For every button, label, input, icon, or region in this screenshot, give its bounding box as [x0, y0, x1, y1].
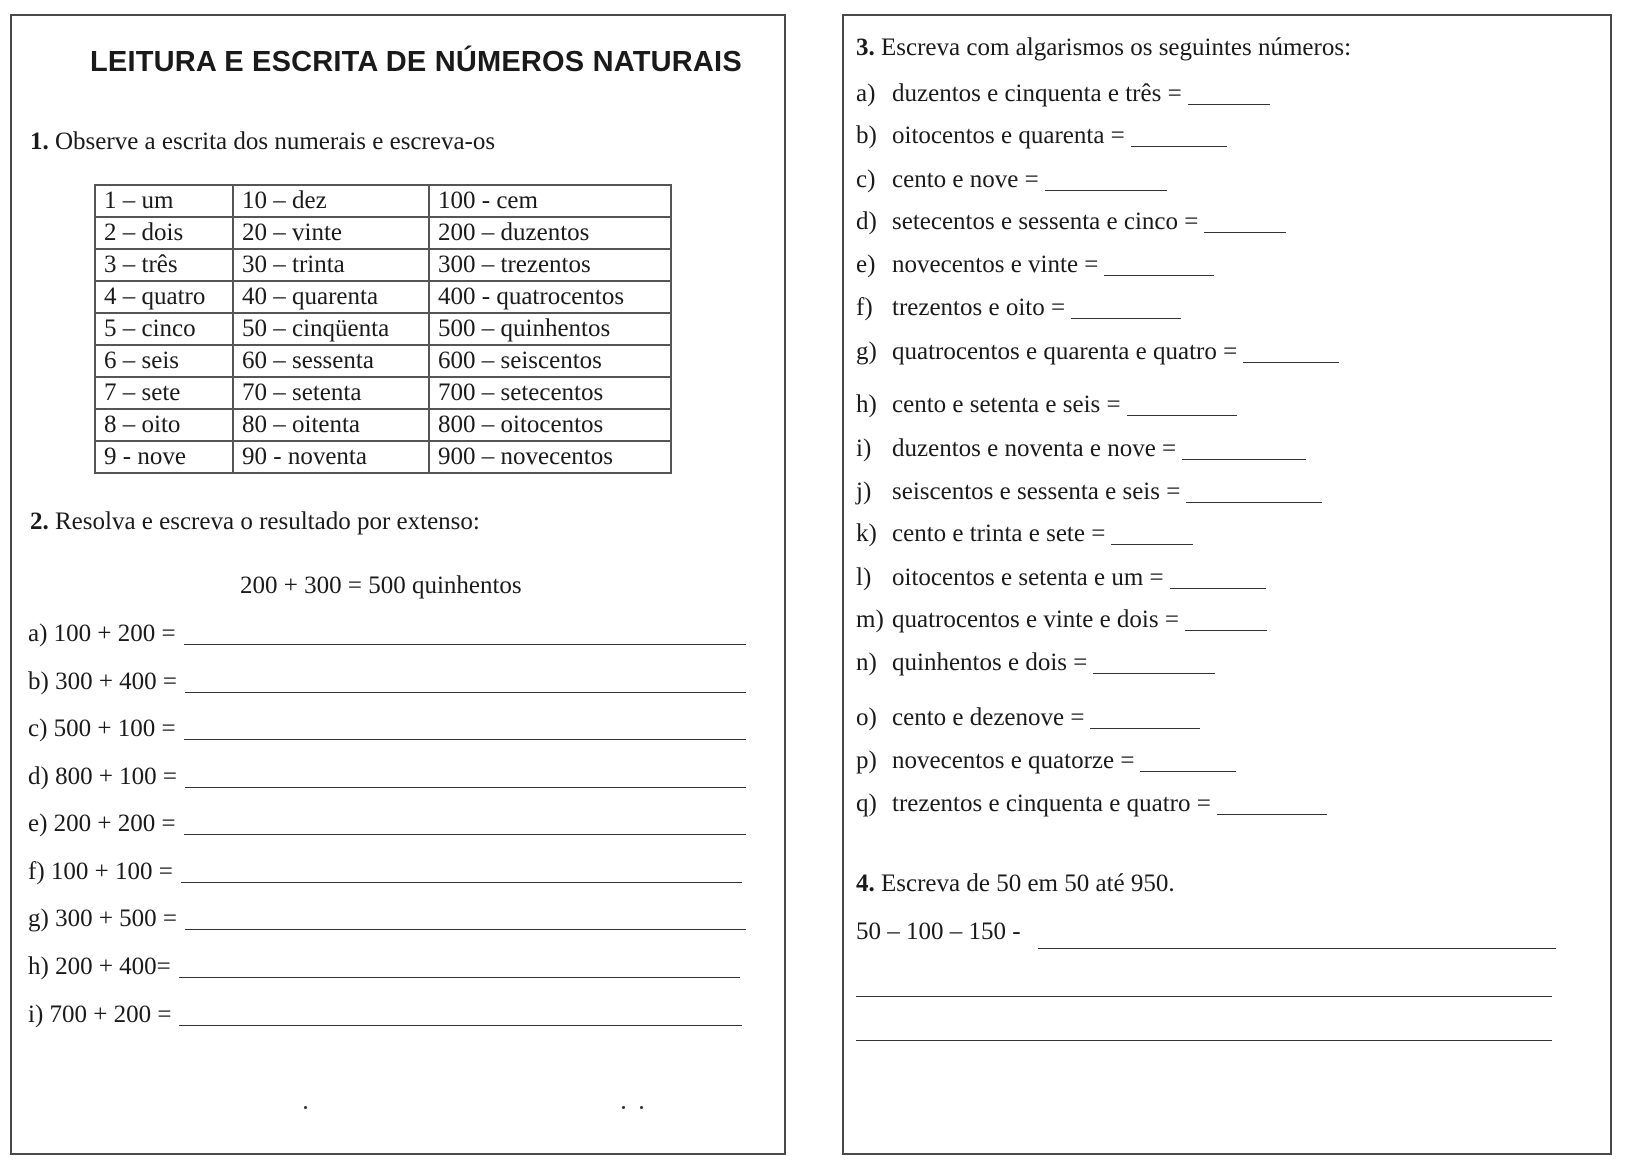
item-label: d) — [856, 208, 877, 235]
answer-line[interactable] — [181, 882, 742, 883]
example-sum: 200 + 300 = 500 quinhentos — [240, 572, 522, 599]
sequence-answer-line[interactable] — [1038, 948, 1556, 949]
item-text: cento e dezenove = — [892, 704, 1085, 731]
item-label: i) — [856, 435, 872, 462]
answer-blank[interactable] — [1186, 502, 1322, 503]
item-label: k) — [856, 520, 877, 547]
item-label: h) — [856, 391, 877, 418]
sum-item — [28, 715, 746, 743]
table-row — [95, 377, 671, 409]
question-4-number: 4. — [856, 870, 875, 897]
sequence-answer-line[interactable] — [856, 996, 1552, 997]
answer-blank[interactable] — [1217, 814, 1327, 815]
table-cell: 90 - noventa — [233, 441, 429, 473]
item-text: seiscentos e sessenta e seis = — [892, 478, 1181, 505]
answer-blank[interactable] — [1071, 318, 1181, 319]
item-text: quinhentos e dois = — [892, 649, 1088, 676]
table-cell: 60 – sessenta — [233, 345, 429, 377]
table-cell: 400 - quatrocentos — [429, 281, 671, 313]
table-row — [95, 345, 671, 377]
number-item — [856, 520, 1193, 548]
table-cell: 1 – um — [95, 185, 233, 217]
sum-item — [28, 620, 746, 648]
table-cell: 4 – quatro — [95, 281, 233, 313]
item-label: q) — [856, 790, 877, 817]
page-title: LEITURA E ESCRITA DE NÚMEROS NATURAIS — [90, 46, 742, 78]
question-3-heading — [856, 34, 1351, 62]
sum-item — [28, 858, 742, 886]
number-item — [856, 564, 1266, 592]
table-row — [95, 249, 671, 281]
number-item — [856, 704, 1200, 732]
sum-item — [28, 810, 746, 838]
item-text: quatrocentos e vinte e dois = — [892, 606, 1179, 633]
answer-blank[interactable] — [1185, 630, 1267, 631]
item-text: duzentos e cinquenta e três = — [892, 80, 1182, 107]
number-item — [856, 435, 1306, 463]
item-text: trezentos e oito = — [892, 294, 1066, 321]
item-label: n) — [856, 649, 877, 676]
sum-label: a) 100 + 200 = — [28, 620, 176, 647]
number-item — [856, 122, 1227, 150]
table-cell: 80 – oitenta — [233, 409, 429, 441]
table-row — [95, 281, 671, 313]
answer-blank[interactable] — [1204, 232, 1286, 233]
sum-label: e) 200 + 200 = — [28, 810, 176, 837]
table-cell: 800 – oitocentos — [429, 409, 671, 441]
item-label: l) — [856, 564, 872, 591]
item-label: a) — [856, 80, 876, 107]
table-cell: 7 – sete — [95, 377, 233, 409]
number-item — [856, 790, 1327, 818]
scan-dot — [304, 1106, 307, 1109]
sequence-answer-line[interactable] — [856, 1040, 1552, 1041]
item-text: duzentos e noventa e nove = — [892, 435, 1177, 462]
table-cell: 6 – seis — [95, 345, 233, 377]
item-text: trezentos e cinquenta e quatro = — [892, 790, 1211, 817]
question-1-heading — [30, 128, 495, 156]
table-cell: 500 – quinhentos — [429, 313, 671, 345]
worksheet-right-page — [842, 14, 1612, 1155]
sum-item — [28, 1001, 742, 1029]
answer-line[interactable] — [185, 787, 746, 788]
table-row — [95, 313, 671, 345]
item-text: setecentos e sessenta e cinco = — [892, 208, 1199, 235]
item-label: o) — [856, 704, 877, 731]
answer-blank[interactable] — [1182, 459, 1306, 460]
answer-blank[interactable] — [1131, 146, 1227, 147]
table-cell: 70 – setenta — [233, 377, 429, 409]
item-text: oitocentos e setenta e um = — [892, 564, 1164, 591]
sum-label: f) 100 + 100 = — [28, 858, 173, 885]
table-cell: 600 – seiscentos — [429, 345, 671, 377]
item-text: cento e nove = — [892, 166, 1039, 193]
answer-blank[interactable] — [1170, 588, 1266, 589]
sum-item — [28, 905, 746, 933]
worksheet-left-page — [10, 14, 786, 1155]
question-2-heading — [30, 508, 480, 536]
table-cell: 300 – trezentos — [429, 249, 671, 281]
answer-blank[interactable] — [1093, 673, 1215, 674]
answer-line[interactable] — [179, 977, 740, 978]
answer-blank[interactable] — [1243, 362, 1339, 363]
item-label: c) — [856, 166, 876, 193]
question-3-number: 3. — [856, 34, 875, 61]
answer-blank[interactable] — [1104, 275, 1214, 276]
table-row — [95, 409, 671, 441]
number-item — [856, 208, 1286, 236]
item-text: novecentos e vinte = — [892, 251, 1099, 278]
number-item — [856, 478, 1322, 506]
number-item — [856, 338, 1339, 366]
table-cell: 20 – vinte — [233, 217, 429, 249]
question-4-text: Escreva de 50 em 50 até 950. — [874, 870, 1175, 897]
sum-label: g) 300 + 500 = — [28, 905, 178, 932]
answer-blank[interactable] — [1188, 104, 1270, 105]
table-cell: 900 – novecentos — [429, 441, 671, 473]
answer-line[interactable] — [184, 739, 746, 740]
table-row — [95, 217, 671, 249]
question-1-number: 1. — [30, 128, 49, 155]
answer-line[interactable] — [184, 644, 746, 645]
table-cell: 2 – dois — [95, 217, 233, 249]
table-cell: 200 – duzentos — [429, 217, 671, 249]
answer-line[interactable] — [185, 692, 746, 693]
question-1-text: Observe a escrita dos numerais e escreva-os — [48, 128, 496, 155]
item-label: j) — [856, 478, 872, 505]
table-cell: 3 – três — [95, 249, 233, 281]
question-2-number: 2. — [30, 508, 49, 535]
number-item — [856, 166, 1167, 194]
table-cell: 8 – oito — [95, 409, 233, 441]
number-item — [856, 391, 1237, 419]
item-label: p) — [856, 747, 877, 774]
table-cell: 10 – dez — [233, 185, 429, 217]
table-cell: 40 – quarenta — [233, 281, 429, 313]
item-label: g) — [856, 338, 877, 365]
scan-dot — [640, 1106, 643, 1109]
sum-item — [28, 668, 746, 696]
table-cell: 100 - cem — [429, 185, 671, 217]
question-4-heading — [856, 870, 1175, 898]
answer-blank[interactable] — [1045, 190, 1167, 191]
table-cell: 50 – cinqüenta — [233, 313, 429, 345]
item-text: novecentos e quatorze = — [892, 747, 1135, 774]
item-label: e) — [856, 251, 876, 278]
item-label: b) — [856, 122, 877, 149]
number-item — [856, 294, 1181, 322]
item-text: quatrocentos e quarenta e quatro = — [892, 338, 1238, 365]
item-label: m) — [856, 606, 884, 633]
scan-dot — [622, 1106, 625, 1109]
question-2-text: Resolva e escreva o resultado por extenso: — [48, 508, 480, 535]
answer-line[interactable] — [179, 1025, 742, 1026]
sum-label: h) 200 + 400= — [28, 953, 171, 980]
table-cell: 9 - nove — [95, 441, 233, 473]
item-label: f) — [856, 294, 873, 321]
numerals-table — [94, 184, 672, 474]
sum-label: i) 700 + 200 = — [28, 1001, 172, 1028]
sequence-start: 50 – 100 – 150 - — [856, 918, 1021, 945]
table-row — [95, 185, 671, 217]
sum-label: c) 500 + 100 = — [28, 715, 176, 742]
sum-label: d) 800 + 100 = — [28, 763, 178, 790]
sum-label: b) 300 + 400 = — [28, 668, 178, 695]
table-cell: 30 – trinta — [233, 249, 429, 281]
question-3-text: Escreva com algarismos os seguintes números: — [874, 34, 1352, 61]
table-row — [95, 441, 671, 473]
number-item — [856, 251, 1214, 279]
answer-line[interactable] — [184, 834, 746, 835]
answer-line[interactable] — [185, 929, 746, 930]
item-text: cento e trinta e sete = — [892, 520, 1106, 547]
answer-blank[interactable] — [1140, 771, 1236, 772]
number-item — [856, 747, 1236, 775]
number-item — [856, 649, 1215, 677]
answer-blank[interactable] — [1090, 728, 1200, 729]
item-text: oitocentos e quarenta = — [892, 122, 1125, 149]
answer-blank[interactable] — [1127, 415, 1237, 416]
sum-item — [28, 953, 740, 981]
item-text: cento e setenta e seis = — [892, 391, 1121, 418]
number-item — [856, 606, 1267, 634]
answer-blank[interactable] — [1111, 544, 1193, 545]
table-cell: 5 – cinco — [95, 313, 233, 345]
table-cell: 700 – setecentos — [429, 377, 671, 409]
sum-item — [28, 763, 746, 791]
number-item — [856, 80, 1270, 108]
